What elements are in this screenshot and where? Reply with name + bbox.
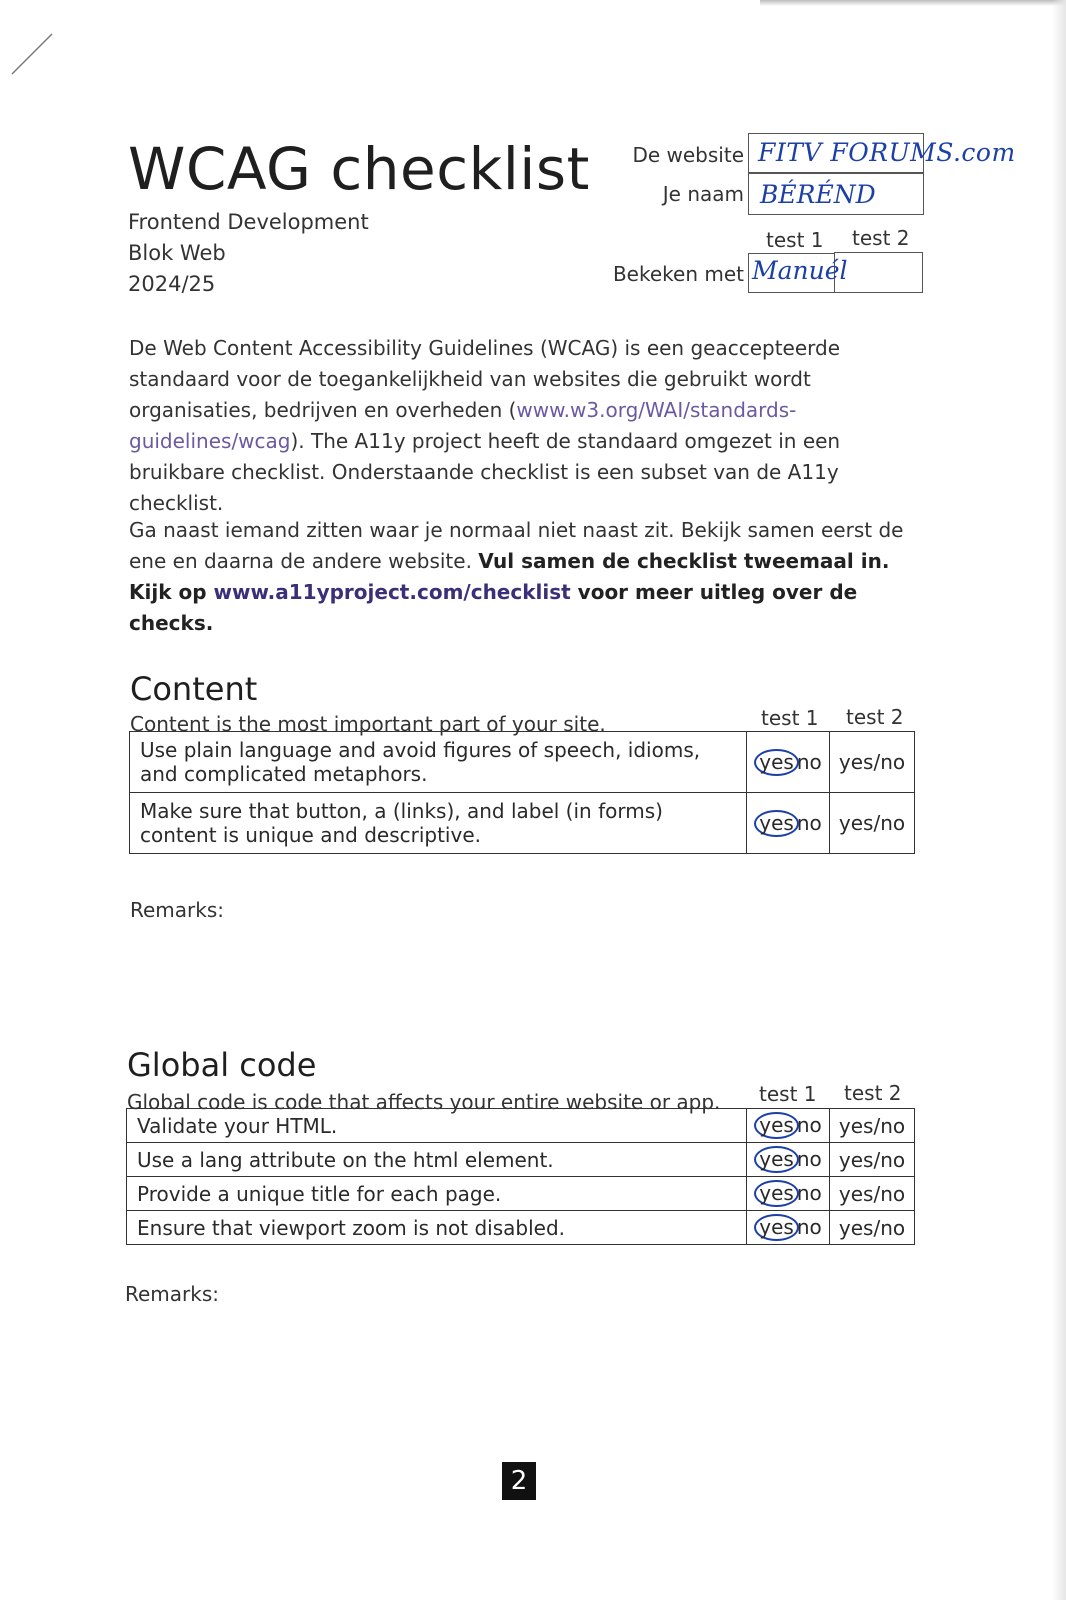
a11y-checklist-link[interactable]: www.a11yproject.com/checklist	[213, 580, 571, 604]
circled-yes: yes	[754, 1146, 799, 1173]
circled-yes: yes	[754, 1214, 799, 1241]
answer-no: no	[796, 1113, 822, 1137]
test1-answer[interactable]	[747, 1143, 830, 1177]
intro-p2-text: Ga naast iemand zitten waar je normaal niet naast zit. Bekijk samen eerst de ene en daarna de andere website.	[129, 518, 904, 573]
global-test1-header: test 1	[759, 1082, 817, 1106]
table-row	[127, 1211, 915, 1245]
test2-answer[interactable]: yes/no	[830, 732, 915, 793]
answer-no: no	[796, 1215, 822, 1239]
test1-answer[interactable]	[747, 1211, 830, 1245]
test1-answer[interactable]	[747, 732, 830, 793]
checklist-item: Ensure that viewport zoom is not disabled.	[127, 1211, 747, 1245]
test2-answer[interactable]: yes/no	[830, 1211, 915, 1245]
content-test2-header: test 2	[846, 705, 904, 729]
test2-answer[interactable]: yes/no	[830, 1109, 915, 1143]
content-section-title: Content	[130, 670, 258, 708]
circled-yes: yes	[754, 749, 799, 776]
table-row	[127, 1109, 915, 1143]
name-handwritten-value: BÉRÉND	[760, 180, 876, 209]
intro-paragraph-1	[129, 333, 929, 519]
answer-no: no	[796, 1181, 822, 1205]
content-section-description: Content is the most important part of your site.	[130, 712, 606, 736]
intro-p2-bold-b: voor meer uitleg over de checks.	[129, 580, 858, 635]
test2-answer[interactable]: yes/no	[830, 793, 915, 854]
content-remarks-label: Remarks:	[130, 898, 225, 922]
test2-answer[interactable]: yes/no	[830, 1177, 915, 1211]
page-number: 2	[502, 1462, 536, 1500]
course-year: 2024/25	[128, 272, 216, 296]
answer-no: no	[796, 749, 822, 774]
scan-edge-shadow-right	[1052, 0, 1066, 1600]
answer-no: no	[796, 810, 822, 835]
course-name: Frontend Development	[128, 210, 369, 234]
checklist-item: Validate your HTML.	[127, 1109, 747, 1143]
checklist-item: Provide a unique title for each page.	[127, 1177, 747, 1211]
checklist-item: Use plain language and avoid figures of speech, idioms, and complicated metaphors.	[130, 732, 747, 793]
wcag-link[interactable]: www.w3.org/WAI/standards-guidelines/wcag	[129, 398, 797, 453]
table-row	[127, 1143, 915, 1177]
name-label: Je naam	[662, 182, 744, 206]
global-section-description: Global code is code that affects your entire website or app.	[127, 1090, 721, 1114]
checked-test1-handwritten-value: Manuél	[752, 256, 848, 285]
scan-edge-shadow	[760, 0, 1066, 6]
global-remarks-label: Remarks:	[125, 1282, 220, 1306]
meta-test1-header: test 1	[766, 228, 824, 252]
website-label: De website	[632, 143, 744, 167]
test1-answer[interactable]	[747, 1177, 830, 1211]
checked-with-label: Bekeken met	[612, 262, 744, 286]
table-row	[130, 793, 915, 854]
meta-test2-header: test 2	[852, 226, 910, 250]
checklist-item: Make sure that button, a (links), and label (in forms) content is unique and descriptive.	[130, 793, 747, 854]
circled-yes: yes	[754, 1112, 799, 1139]
answer-no: no	[796, 1147, 822, 1171]
global-section-title: Global code	[127, 1046, 317, 1084]
intro-p2-bold-a: Vul samen de checklist tweemaal in. Kijk op	[129, 549, 890, 604]
content-checklist-table	[129, 731, 915, 854]
global-test2-header: test 2	[844, 1081, 902, 1105]
intro-p1-text-a: De Web Content Accessibility Guidelines (WCAG) is een geaccepteerde standaard voor de toegankelijkheid van websites die gebruikt wordt organisaties, bedrijven en overheden (	[129, 336, 841, 422]
intro-p1-text-b: ). The A11y project heeft de standaard omgezet in een bruikbare checklist. Onderstaande checklist is een subset van de A11y checklist.	[129, 429, 841, 515]
checklist-item: Use a lang attribute on the html element.	[127, 1143, 747, 1177]
test1-answer[interactable]	[747, 1109, 830, 1143]
circled-yes: yes	[754, 810, 799, 837]
circled-yes: yes	[754, 1180, 799, 1207]
pen-stroke-mark	[6, 32, 54, 78]
global-checklist-table	[126, 1108, 915, 1245]
intro-paragraph-2	[129, 515, 929, 639]
table-row	[127, 1177, 915, 1211]
course-block: Blok Web	[128, 241, 226, 265]
test2-answer[interactable]: yes/no	[830, 1143, 915, 1177]
content-test1-header: test 1	[761, 706, 819, 730]
table-row	[130, 732, 915, 793]
website-handwritten-value: FITV FORUMS.com	[758, 138, 1016, 167]
page-title: WCAG checklist	[128, 135, 590, 203]
test1-answer[interactable]	[747, 793, 830, 854]
